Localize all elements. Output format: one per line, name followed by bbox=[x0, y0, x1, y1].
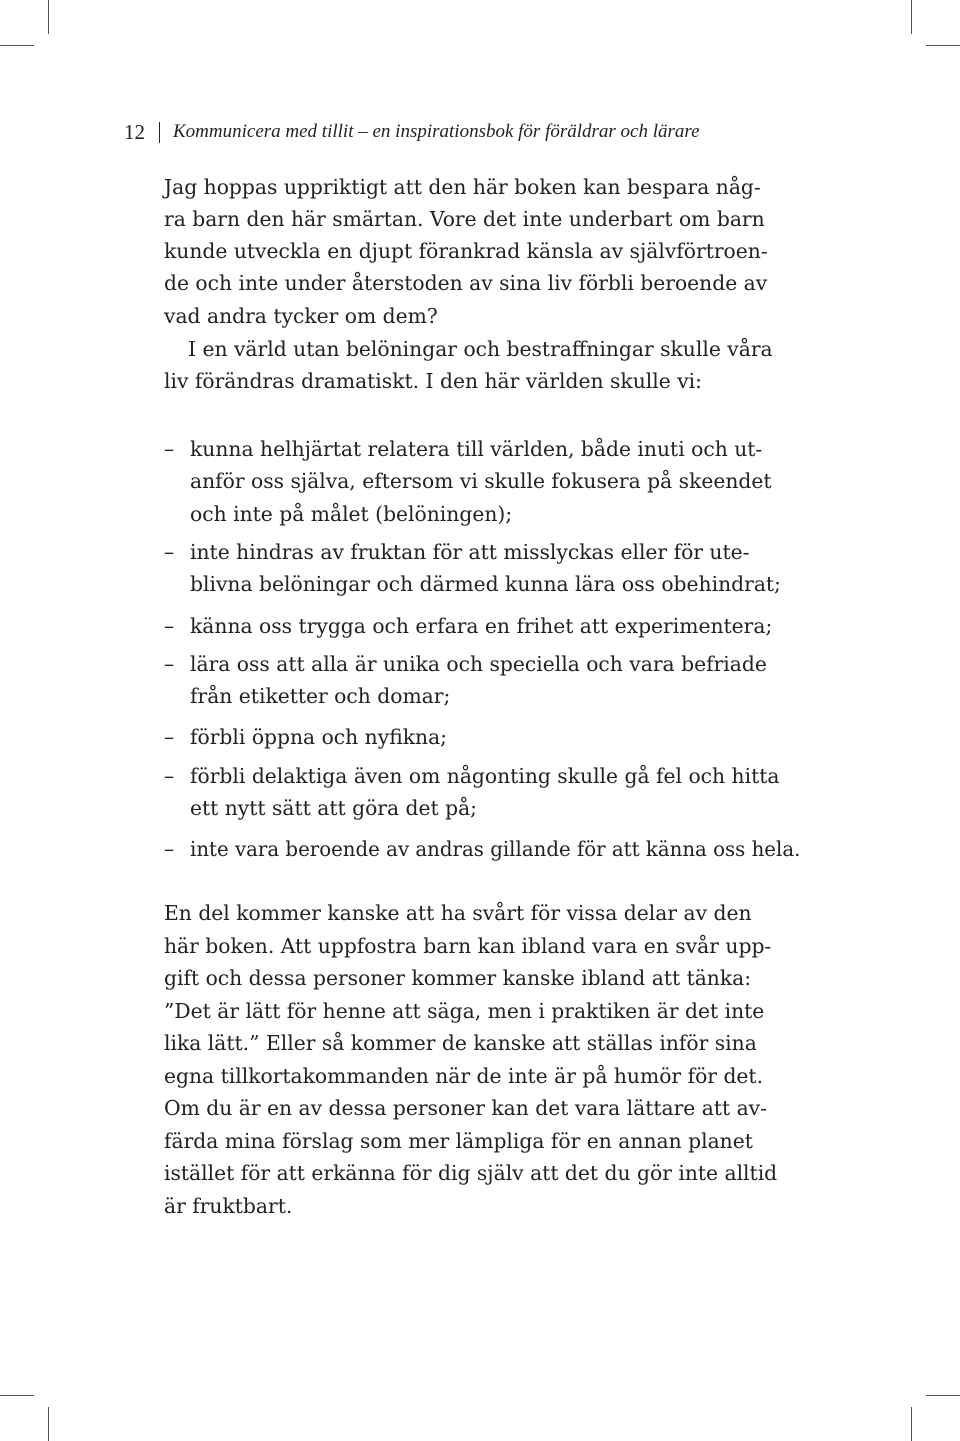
crop-mark-top-right bbox=[911, 0, 912, 34]
paragraph-line: färda mina förslag som mer lämpliga för en annan planet bbox=[164, 1129, 753, 1153]
paragraph-line: gift och dessa personer kommer kanske ibland att tänka: bbox=[164, 966, 752, 990]
paragraph-line: de och inte under återstoden av sina liv förbli beroende av bbox=[164, 271, 768, 295]
list-item-line: kunna helhjärtat relatera till världen, både inuti och ut- bbox=[190, 437, 763, 461]
list-dash: – bbox=[164, 437, 175, 461]
paragraph-line: ”Det är lätt för henne att säga, men i praktiken är det inte bbox=[164, 999, 765, 1023]
paragraph-line: I en värld utan belöningar och bestraffningar skulle våra bbox=[188, 337, 773, 361]
paragraph-line: istället för att erkänna för dig själv att det du gör inte alltid bbox=[164, 1161, 778, 1185]
crop-mark-top-left bbox=[48, 0, 49, 34]
list-item-line: blivna belöningar och därmed kunna lära oss obehindrat; bbox=[190, 572, 781, 596]
list-item-line: från etiketter och domar; bbox=[190, 684, 451, 708]
paragraph-line: ra barn den här smärtan. Vore det inte underbart om barn bbox=[164, 207, 765, 231]
paragraph-line: lika lätt.” Eller så kommer de kanske att ställas inför sina bbox=[164, 1031, 757, 1055]
paragraph-line: här boken. Att uppfostra barn kan ibland vara en svår upp- bbox=[164, 934, 772, 958]
paragraph-line: liv förändras dramatiskt. I den här världen skulle vi: bbox=[164, 369, 702, 393]
list-item-line: lära oss att alla är unika och speciella och vara befriade bbox=[190, 652, 767, 676]
paragraph-line: vad andra tycker om dem? bbox=[164, 304, 438, 328]
crop-mark-top-right-horizontal bbox=[926, 45, 960, 46]
list-dash: – bbox=[164, 540, 175, 564]
crop-mark-bottom-left bbox=[48, 1407, 49, 1441]
list-item-line: och inte på målet (belöningen); bbox=[190, 502, 513, 526]
paragraph-line: En del kommer kanske att ha svårt för vissa delar av den bbox=[164, 901, 752, 925]
list-dash: – bbox=[164, 764, 175, 788]
list-dash: – bbox=[164, 837, 175, 861]
running-header bbox=[124, 118, 700, 146]
list-dash: – bbox=[164, 725, 175, 749]
crop-mark-top-left-horizontal bbox=[0, 45, 34, 46]
list-item-line: förbli öppna och nyfikna; bbox=[190, 725, 447, 749]
paragraph-line: kunde utveckla en djupt förankrad känsla av självförtroen- bbox=[164, 239, 768, 263]
list-dash: – bbox=[164, 652, 175, 676]
crop-mark-bottom-right-horizontal bbox=[926, 1395, 960, 1396]
paragraph-line: egna tillkortakommanden när de inte är på humör för det. bbox=[164, 1064, 764, 1088]
page-number: 12 bbox=[124, 119, 145, 144]
list-item-line: inte vara beroende av andras gillande för att känna oss hela. bbox=[190, 837, 801, 861]
running-title: Kommunicera med tillit – en inspirationsbok för föräldrar och lärare bbox=[173, 121, 700, 142]
list-dash: – bbox=[164, 614, 175, 638]
list-item-line: känna oss trygga och erfara en frihet att experimentera; bbox=[190, 614, 773, 638]
list-item-line: förbli delaktiga även om någonting skulle gå fel och hitta bbox=[190, 764, 780, 788]
header-divider bbox=[159, 122, 160, 143]
crop-mark-bottom-right bbox=[911, 1407, 912, 1441]
list-item-line: ett nytt sätt att göra det på; bbox=[190, 796, 478, 820]
list-item-line: anför oss själva, eftersom vi skulle fokusera på skeendet bbox=[190, 469, 772, 493]
paragraph-line: Om du är en av dessa personer kan det vara lättare att av- bbox=[164, 1096, 767, 1120]
crop-mark-bottom-left-horizontal bbox=[0, 1395, 34, 1396]
list-item-line: inte hindras av fruktan för att misslyckas eller för ute- bbox=[190, 540, 750, 564]
paragraph-line: är fruktbart. bbox=[164, 1194, 293, 1218]
paragraph-line: Jag hoppas uppriktigt att den här boken kan bespara någ- bbox=[164, 175, 761, 199]
